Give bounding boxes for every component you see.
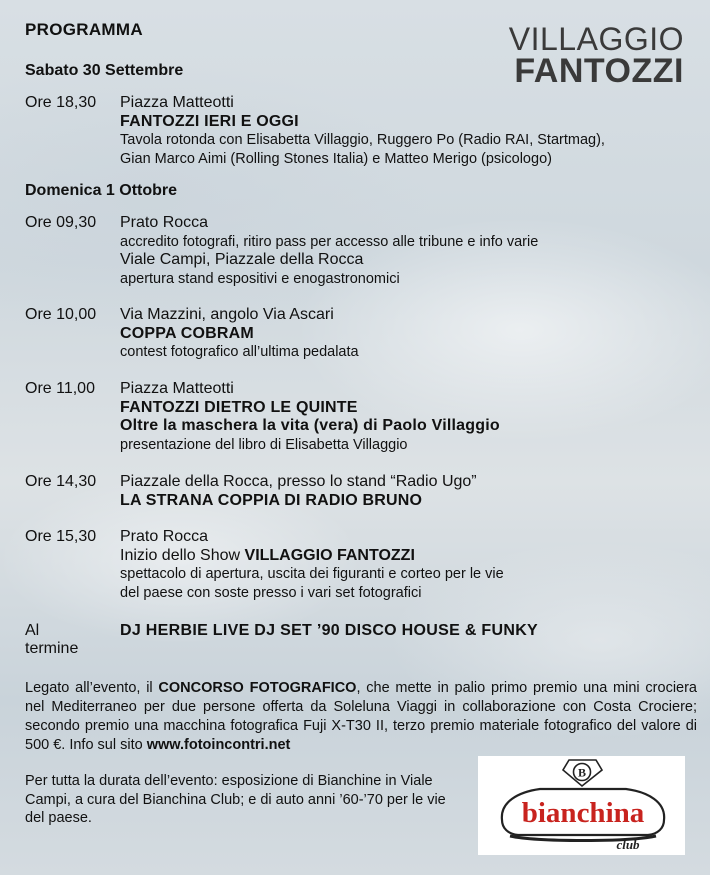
event-title: COPPA COBRAM <box>120 324 254 342</box>
event-desc: presentazione del libro di Elisabetta Villaggio <box>120 436 408 453</box>
event-sun-1100 <box>25 380 695 454</box>
event-place: Piazza Matteotti <box>120 380 234 397</box>
event-sun-1530 <box>25 528 695 602</box>
day-heading: Sabato 30 Settembre <box>25 62 184 79</box>
contest-intro: Legato all’evento, il <box>25 680 159 696</box>
event-show-name: VILLAGGIO FANTOZZI <box>244 546 415 564</box>
logo-line-fantozzi: FANTOZZI <box>514 52 684 91</box>
contest-site-link[interactable]: www.fotoincontri.net <box>146 737 291 753</box>
closing-title: DJ HERBIE LIVE DJ SET ’90 DISCO HOUSE & FUNKY <box>120 622 539 639</box>
contest-paragraph <box>25 679 697 755</box>
event-desc: accredito fotografi, ritiro pass per accesso alle tribune e info varie <box>120 233 539 250</box>
event-sun-1000 <box>25 306 695 362</box>
badge-icon <box>563 760 602 786</box>
event-time: Ore 09,30 <box>25 214 97 231</box>
club-word: club <box>616 837 640 852</box>
event-subtitle: Oltre la maschera la vita (vera) di Paolo Villaggio <box>120 417 500 434</box>
event-place: Piazza Matteotti <box>120 94 234 111</box>
event-sun-0930 <box>25 214 695 288</box>
event-desc: del paese con soste presso i vari set fotografici <box>120 584 422 601</box>
contest-name: CONCORSO FOTOGRAFICO <box>158 680 357 696</box>
event-desc: Tavola rotonda con Elisabetta Villaggio, Ruggero Po (Radio RAI, Startmag), <box>120 132 605 148</box>
event-title: FANTOZZI IERI E OGGI <box>120 112 299 130</box>
logo-line-villaggio: VILLAGGIO <box>508 21 684 57</box>
contest-body: , che mette in palio primo premio una mini crociera nel Mediterraneo per due persone offerta da Soleluna Viaggi in collaborazione con Costa Crociere; secondo premio una macchina fotografica Fuji X-T30 II, terzo premio materiale fotografico del valore di 500 €. Info sul sito <box>25 680 697 753</box>
program-title: PROGRAMMA <box>25 20 143 39</box>
event-time: Ore 10,00 <box>25 306 97 323</box>
event-desc: apertura stand espositivi e enogastronomici <box>120 270 400 287</box>
event-place: Piazzale della Rocca, presso lo stand “Radio Ugo” <box>120 473 477 490</box>
bianchina-club-logo <box>478 756 685 855</box>
event-place: Prato Rocca <box>120 214 209 231</box>
event-show-line <box>120 547 695 566</box>
villaggio-fantozzi-logo <box>508 21 684 91</box>
closing-time: Al termine <box>25 622 79 657</box>
event-sat-1830 <box>25 94 695 168</box>
event-time: Ore 14,30 <box>25 473 97 490</box>
day-heading: Domenica 1 Ottobre <box>25 182 178 199</box>
event-desc: contest fotografico all’ultima pedalata <box>120 344 359 360</box>
exhibition-note: Per tutta la durata dell’evento: esposizione di Bianchine in Viale Campi, a cura del Bianchina Club; e di auto anni ’60-’70 per le vie del paese. <box>25 773 446 826</box>
event-title: FANTOZZI DIETRO LE QUINTE <box>120 398 358 416</box>
event-sun-1430 <box>25 473 695 510</box>
event-show-intro: Inizio dello Show <box>120 546 245 564</box>
bianchina-logo-graphic <box>478 756 685 855</box>
event-desc: spettacolo di apertura, uscita dei figuranti e corteo per le vie <box>120 566 504 582</box>
event-time: Ore 11,00 <box>25 380 95 397</box>
event-place: Via Mazzini, angolo Via Ascari <box>120 306 334 323</box>
event-time: Ore 15,30 <box>25 528 97 545</box>
event-place: Prato Rocca <box>120 528 209 545</box>
bianchina-word: bianchina <box>521 797 645 829</box>
event-desc: Gian Marco Aimi (Rolling Stones Italia) e Matteo Merigo (psicologo) <box>120 150 552 167</box>
event-title: LA STRANA COPPIA DI RADIO BRUNO <box>120 491 423 509</box>
badge-letter: B <box>577 765 587 780</box>
event-place: Viale Campi, Piazzale della Rocca <box>120 251 364 268</box>
event-time: Ore 18,30 <box>25 94 97 111</box>
